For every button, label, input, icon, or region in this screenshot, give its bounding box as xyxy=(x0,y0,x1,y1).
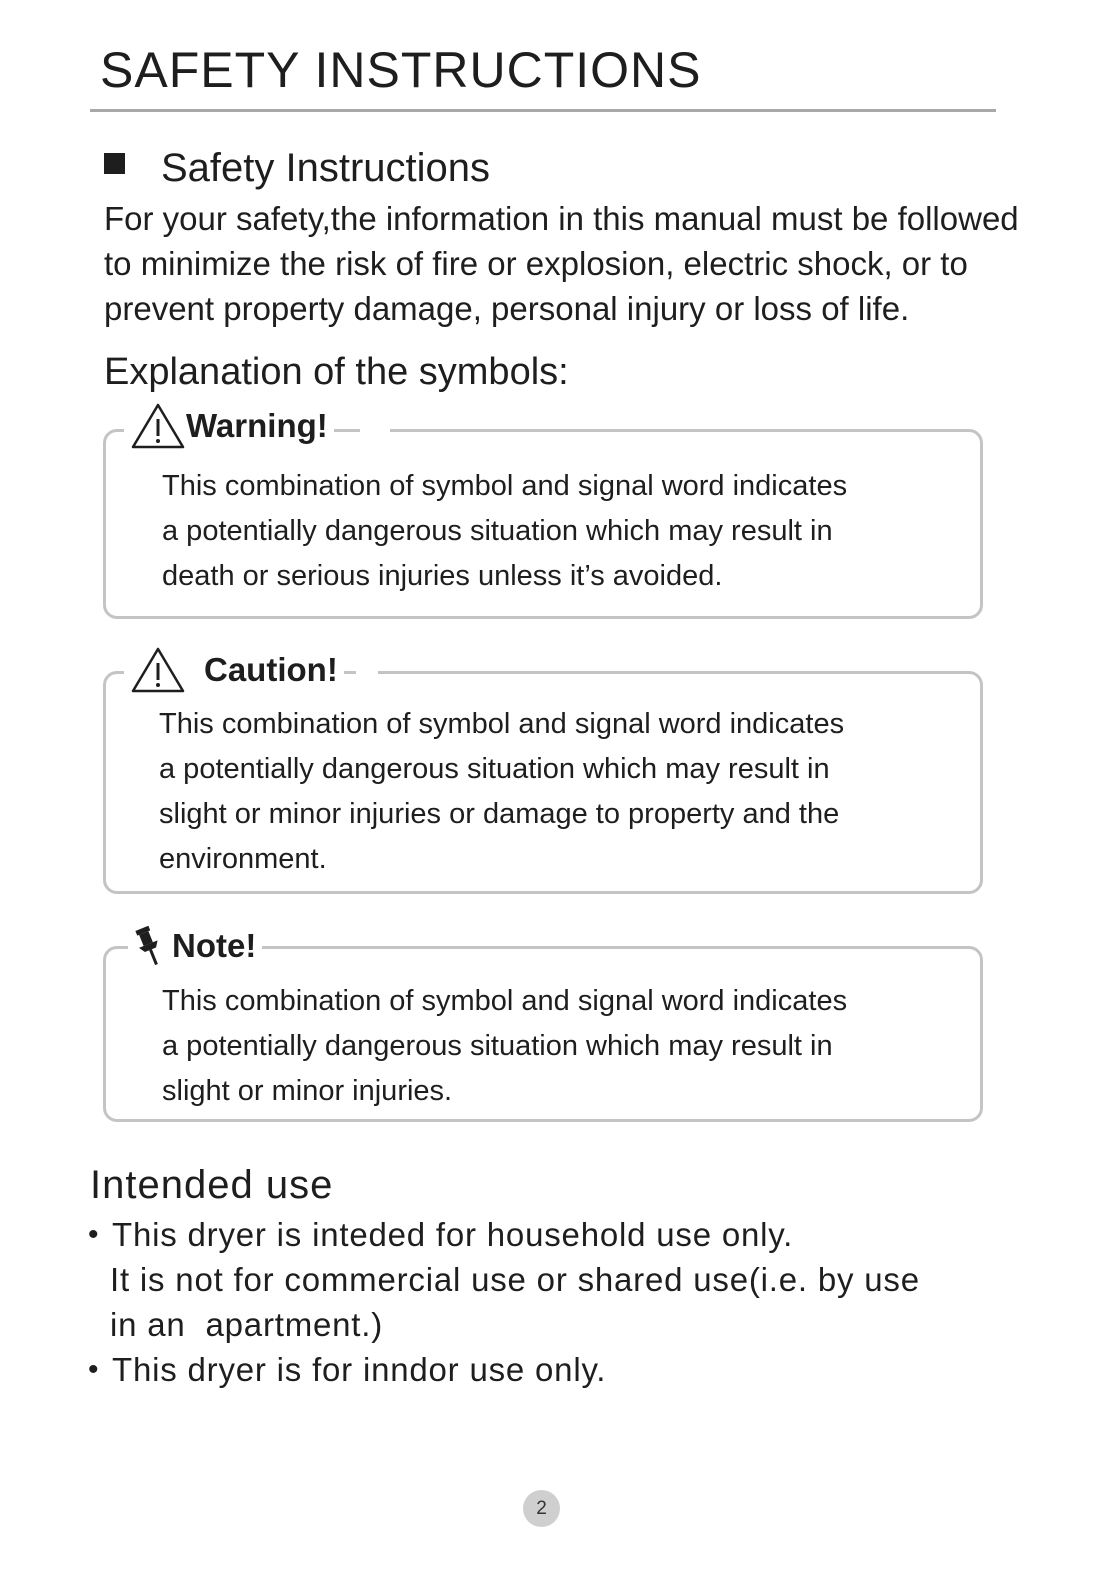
caution-text xyxy=(159,702,844,882)
page-number-badge: 2 xyxy=(523,1490,560,1527)
intro-line: prevent property damage, personal injury or loss of life. xyxy=(104,290,910,327)
caution-line: a potentially dangerous situation which may result in xyxy=(159,753,830,785)
caution-label xyxy=(124,646,344,694)
note-label xyxy=(128,924,262,968)
caution-triangle-icon xyxy=(130,646,186,694)
section-heading-text: Safety Instructions xyxy=(161,146,491,190)
bullet-line: It is not for commercial use or shared use(i.e. by use xyxy=(110,1261,920,1298)
bullet-line: This dryer is inteded for household use only. xyxy=(112,1216,794,1253)
bullet-line: This dryer is for inndor use only. xyxy=(112,1351,607,1388)
list-item xyxy=(86,1212,920,1347)
title-divider xyxy=(90,109,996,112)
note-line: This combination of symbol and signal word indicates xyxy=(162,985,848,1017)
note-text xyxy=(162,979,847,1114)
note-line: slight or minor injuries. xyxy=(162,1075,453,1107)
note-label-text: Note! xyxy=(172,927,257,964)
intro-paragraph xyxy=(104,196,1064,331)
warning-label-text: Warning! xyxy=(186,407,328,444)
intended-use-list xyxy=(86,1212,920,1392)
warning-text xyxy=(162,464,847,599)
warning-box xyxy=(103,407,983,619)
list-item xyxy=(86,1347,920,1392)
bullet-dot-icon: • xyxy=(88,1218,100,1251)
warning-triangle-icon xyxy=(130,402,186,450)
caution-line: environment. xyxy=(159,843,327,875)
caution-line: This combination of symbol and signal word indicates xyxy=(159,708,845,740)
intro-line: For your safety,the information in this manual must be followed xyxy=(104,200,1019,237)
intended-use-heading: Intended use xyxy=(90,1163,334,1207)
symbols-heading: Explanation of the symbols: xyxy=(104,351,569,393)
warning-line: a potentially dangerous situation which may result in xyxy=(162,515,833,547)
warning-line: This combination of symbol and signal word indicates xyxy=(162,470,848,502)
caution-box xyxy=(103,651,983,894)
bullet-dot-icon: • xyxy=(88,1353,100,1386)
page-title: SAFETY INSTRUCTIONS xyxy=(100,42,702,98)
caution-line: slight or minor injuries or damage to property and the xyxy=(159,798,840,830)
warning-line: death or serious injuries unless it’s avoided. xyxy=(162,560,723,592)
caution-label-text: Caution! xyxy=(204,651,338,688)
intro-line: to minimize the risk of fire or explosion, electric shock, or to xyxy=(104,245,968,282)
note-line: a potentially dangerous situation which may result in xyxy=(162,1030,833,1062)
square-bullet-icon xyxy=(104,153,125,174)
pushpin-icon xyxy=(134,924,164,968)
bullet-line: in an apartment.) xyxy=(110,1306,384,1343)
warning-label xyxy=(124,402,334,450)
note-box xyxy=(103,927,983,1122)
